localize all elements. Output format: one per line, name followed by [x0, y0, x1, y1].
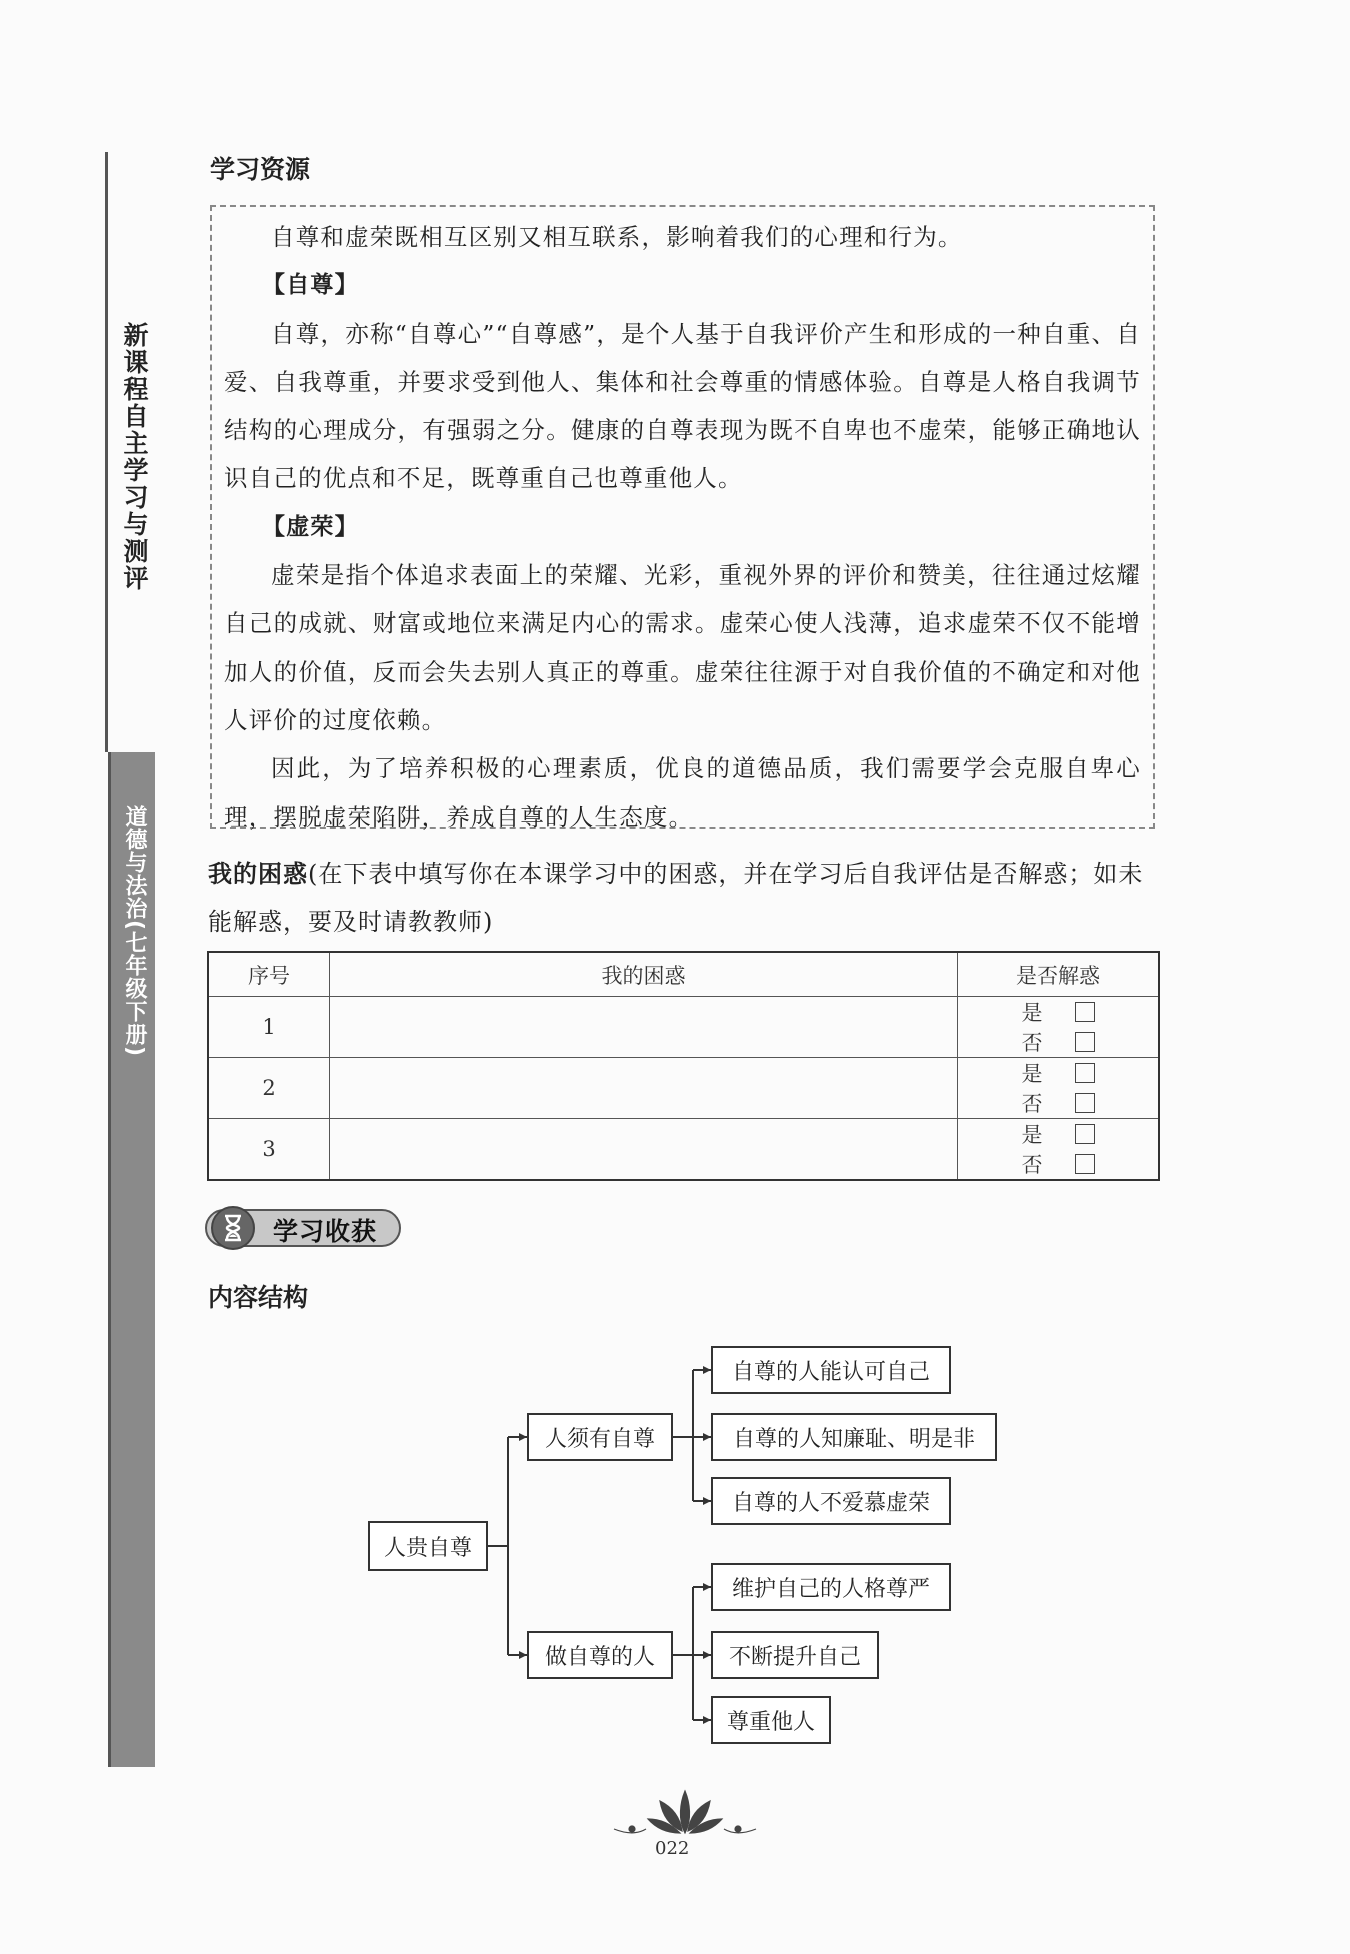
structure-heading: 内容结构 [208, 1283, 309, 1312]
confusion-instruction: (在下表中填写你在本课学习中的困惑，并在学习后自我评估是否解惑；如未能解惑，要及时请教教师) [208, 860, 1144, 936]
row-index: 3 [208, 1119, 330, 1181]
series-title: 新课程自主学习与测评 [120, 322, 149, 592]
book-title: 道德与法治(七年级下册) [122, 805, 147, 1058]
mindmap-branch-self-respect: 人须有自尊 [527, 1413, 673, 1461]
floral-ornament-icon [610, 1785, 760, 1840]
header-resolved: 是否解惑 [958, 952, 1160, 997]
no-label: 否 [1021, 1092, 1043, 1116]
vanity-title: 【虚荣】 [262, 513, 359, 540]
yes-label: 是 [1021, 1123, 1043, 1147]
mindmap-leaf: 维护自己的人格尊严 [711, 1563, 951, 1611]
yes-label: 是 [1021, 1062, 1043, 1086]
conclusion-text: 因此，为了培养积极的心理素质，优良的道德品质，我们需要学会克服自卑心理，摆脱虚荣陷阱，养成自尊的人生态度。 [224, 754, 1141, 831]
self-respect-text: 自尊，亦称“自尊心”“自尊感”，是个人基于自我评价产生和形成的一种自重、自爱、自我尊重，并要求受到他人、集体和社会尊重的情感体验。自尊是人格自我调节结构的心理成分，有强弱之分。健康的自尊表现为既不自卑也不虚荣，能够正确地认识自己的优点和不足，既尊重自己也尊重他人。 [224, 319, 1141, 493]
no-label: 否 [1021, 1153, 1043, 1177]
no-label: 否 [1021, 1031, 1043, 1055]
resources-intro: 自尊和虚荣既相互区别又相互联系，影响着我们的心理和行为。 [271, 223, 963, 251]
page-number: 022 [655, 1838, 690, 1859]
row-index: 1 [208, 997, 330, 1058]
mindmap-leaf: 自尊的人知廉耻、明是非 [711, 1413, 997, 1461]
resources-heading: 学习资源 [210, 155, 311, 184]
mindmap-leaf: 尊重他人 [711, 1696, 831, 1744]
row-index: 2 [208, 1058, 330, 1119]
yes-label: 是 [1021, 1001, 1043, 1025]
confusion-lead: 我的困惑 [208, 860, 308, 888]
mindmap-branch-be-respectful: 做自尊的人 [527, 1631, 673, 1679]
mindmap-root: 人贵自尊 [368, 1521, 488, 1571]
mindmap-leaf: 不断提升自己 [711, 1631, 879, 1679]
header-index: 序号 [208, 952, 330, 997]
self-respect-title: 【自尊】 [262, 272, 359, 299]
mindmap-leaf: 自尊的人能认可自己 [711, 1346, 951, 1394]
header-confusion: 我的困惑 [330, 952, 958, 997]
harvest-label: 学习收获 [273, 1217, 378, 1246]
vanity-text: 虚荣是指个体追求表面上的荣耀、光彩，重视外界的评价和赞美，往往通过炫耀自己的成就、财富或地位来满足内心的需求。虚荣心使人浅薄，追求虚荣不仅不能增加人的价值，反而会失去别人真正的尊重。虚荣往往源于对自我价值的不确定和对他人评价的过度依赖。 [224, 561, 1141, 734]
mindmap-leaf: 自尊的人不爱慕虚荣 [711, 1477, 951, 1525]
